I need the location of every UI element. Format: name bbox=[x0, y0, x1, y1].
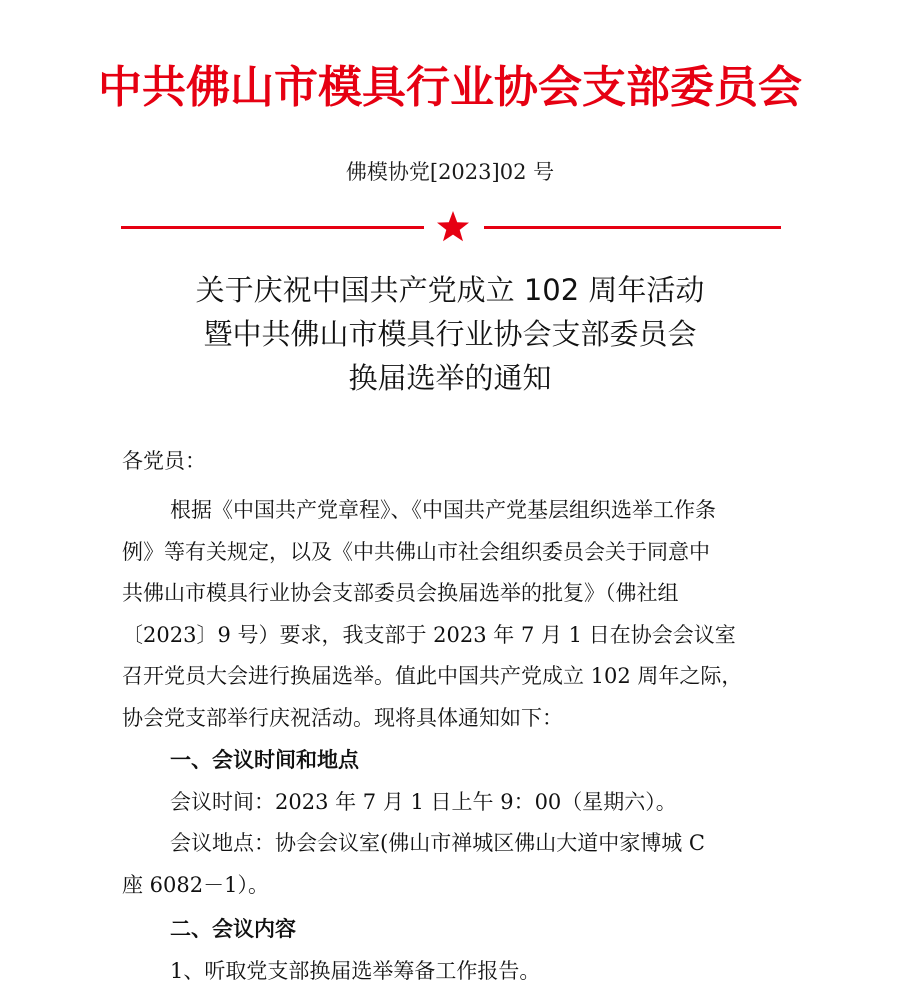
intro-line-2: 例》等有关规定，以及《中共佛山市社会组织委员会关于同意中 bbox=[122, 539, 710, 564]
content-item-1: 1、听取党支部换届选举筹备工作报告。 bbox=[170, 958, 541, 983]
notice-title-line-1: 关于庆祝中国共产党成立 102 周年活动 bbox=[195, 273, 705, 307]
intro-paragraph bbox=[122, 490, 802, 739]
red-divider bbox=[0, 205, 900, 249]
meeting-time: 会议时间：2023 年 7 月 1 日上午 9：00（星期六）。 bbox=[170, 789, 677, 814]
divider-rule-left bbox=[121, 226, 424, 229]
section1-heading: 一、会议时间和地点 bbox=[170, 748, 359, 772]
document-number: 佛模协党[2023]02 号 bbox=[345, 160, 555, 184]
section-meeting-content bbox=[122, 909, 802, 991]
intro-line-1: 根据《中国共产党章程》、《中国共产党基层组织选举工作条 bbox=[170, 498, 716, 522]
intro-line-5: 召开党员大会进行换届选举。值此中国共产党成立 102 周年之际， bbox=[122, 664, 743, 688]
divider-rule-right bbox=[484, 226, 781, 229]
intro-line-6: 协会党支部举行庆祝活动。现将具体通知如下： bbox=[122, 705, 563, 730]
notice-title-line-2: 暨中共佛山市模具行业协会支部委员会 bbox=[203, 317, 697, 351]
meeting-place-line-1: 会议地点：协会会议室(佛山市禅城区佛山大道中家博城 C bbox=[170, 831, 705, 855]
salutation: 各党员： bbox=[122, 449, 206, 473]
section2-heading: 二、会议内容 bbox=[170, 917, 296, 941]
meeting-place-line-2: 座 6082－1）。 bbox=[122, 872, 269, 897]
organization-header: 中共佛山市模具行业协会支部委员会 bbox=[98, 62, 802, 113]
red-star-icon bbox=[435, 209, 471, 245]
intro-line-3: 共佛山市模具行业协会支部委员会换届选举的批复》（佛社组 bbox=[122, 581, 679, 605]
section-meeting-time-place bbox=[122, 740, 802, 906]
notice-title bbox=[0, 268, 900, 400]
notice-title-line-3: 换届选举的通知 bbox=[348, 361, 552, 395]
intro-line-4: 〔2023〕9 号）要求，我支部于 2023 年 7 月 1 日在协会会议室 bbox=[122, 622, 736, 647]
